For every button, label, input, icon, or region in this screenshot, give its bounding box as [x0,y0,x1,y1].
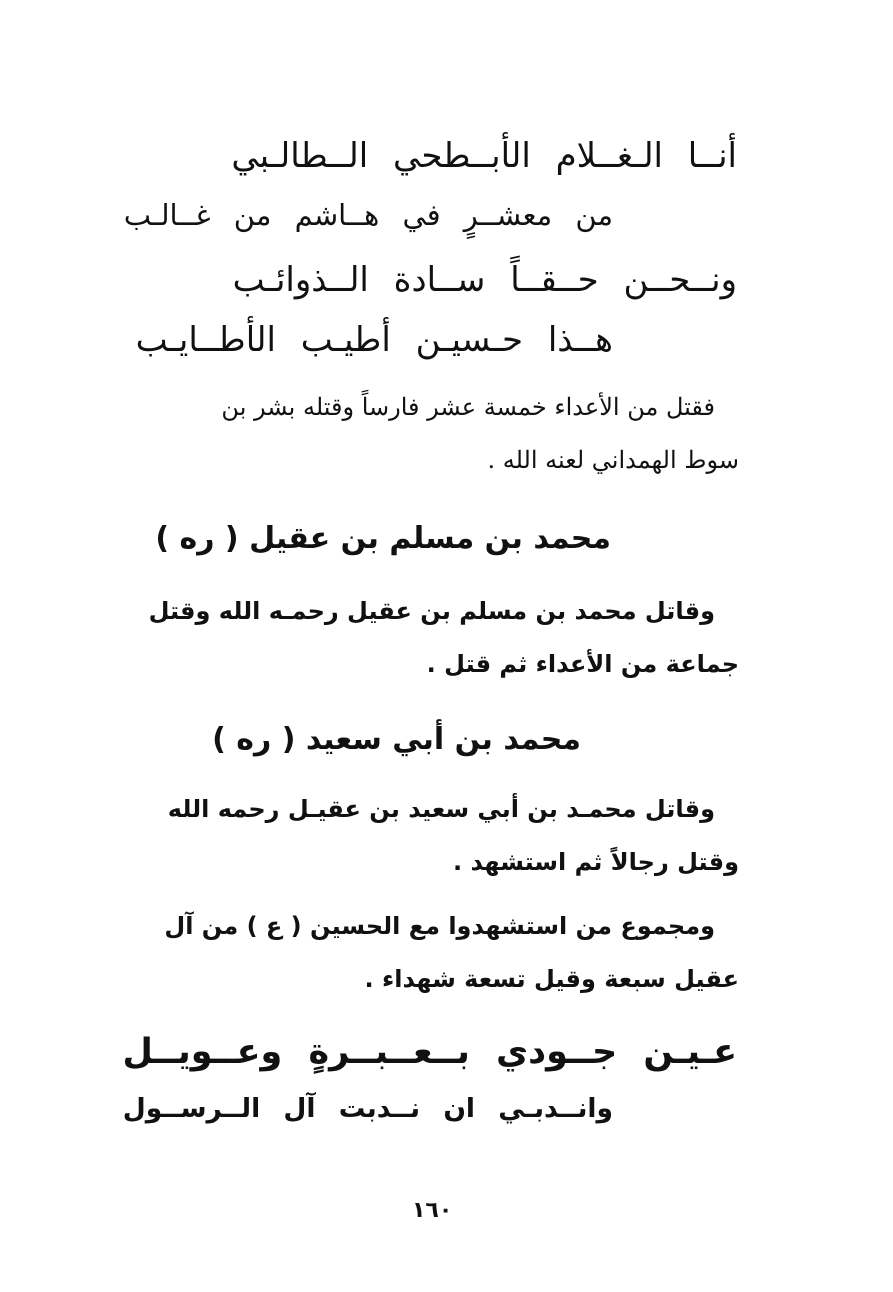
poem1-line4: هــذا حـسيـن أطيـب الأطــايـب [135,320,613,360]
para2-line1: ومجموع من استشهدوا مع الحسين ( ع ) من آل [164,912,715,940]
section2-line2: وقتل رجالاً ثم استشهد . [453,848,739,876]
section1-line2: جماعة من الأعداء ثم قتل . [426,650,739,678]
section1-heading: محمد بن مسلم بن عقيل ( ره ) [155,521,611,556]
section2-line1: وقاتل محمـد بن أبي سعيد بن عقيـل رحمه الله [167,795,715,823]
section2-heading: محمد بن أبي سعيد ( ره ) [212,722,581,757]
poem2-line1: عـيـن جــودي بــعــبــرةٍ وعــويــل [122,1032,737,1072]
para2-line2: عقيل سبعة وقيل تسعة شهداء . [364,965,739,993]
page-number: ١٦٠ [412,1198,453,1223]
poem1-line1: أنــا الـغــلام الأبــطحي الــطالـبي [231,136,737,176]
para1-line1: فقتل من الأعداء خمسة عشر فارساً وقتله بشر بن [221,393,715,421]
poem1-line3: ونــحــن حــقــاً ســادة الــذوائـب [232,260,737,300]
poem1-line2: من معشــرٍ في هــاشم من غــالـب [123,198,613,232]
poem2-line2: وانــدبـي ان نــدبت آل الــرســول [122,1093,613,1124]
para1-line2: سوط الهمداني لعنه الله . [487,446,739,474]
section1-line1: وقاتل محمد بن مسلم بن عقيل رحمـه الله وقتل [148,597,715,625]
